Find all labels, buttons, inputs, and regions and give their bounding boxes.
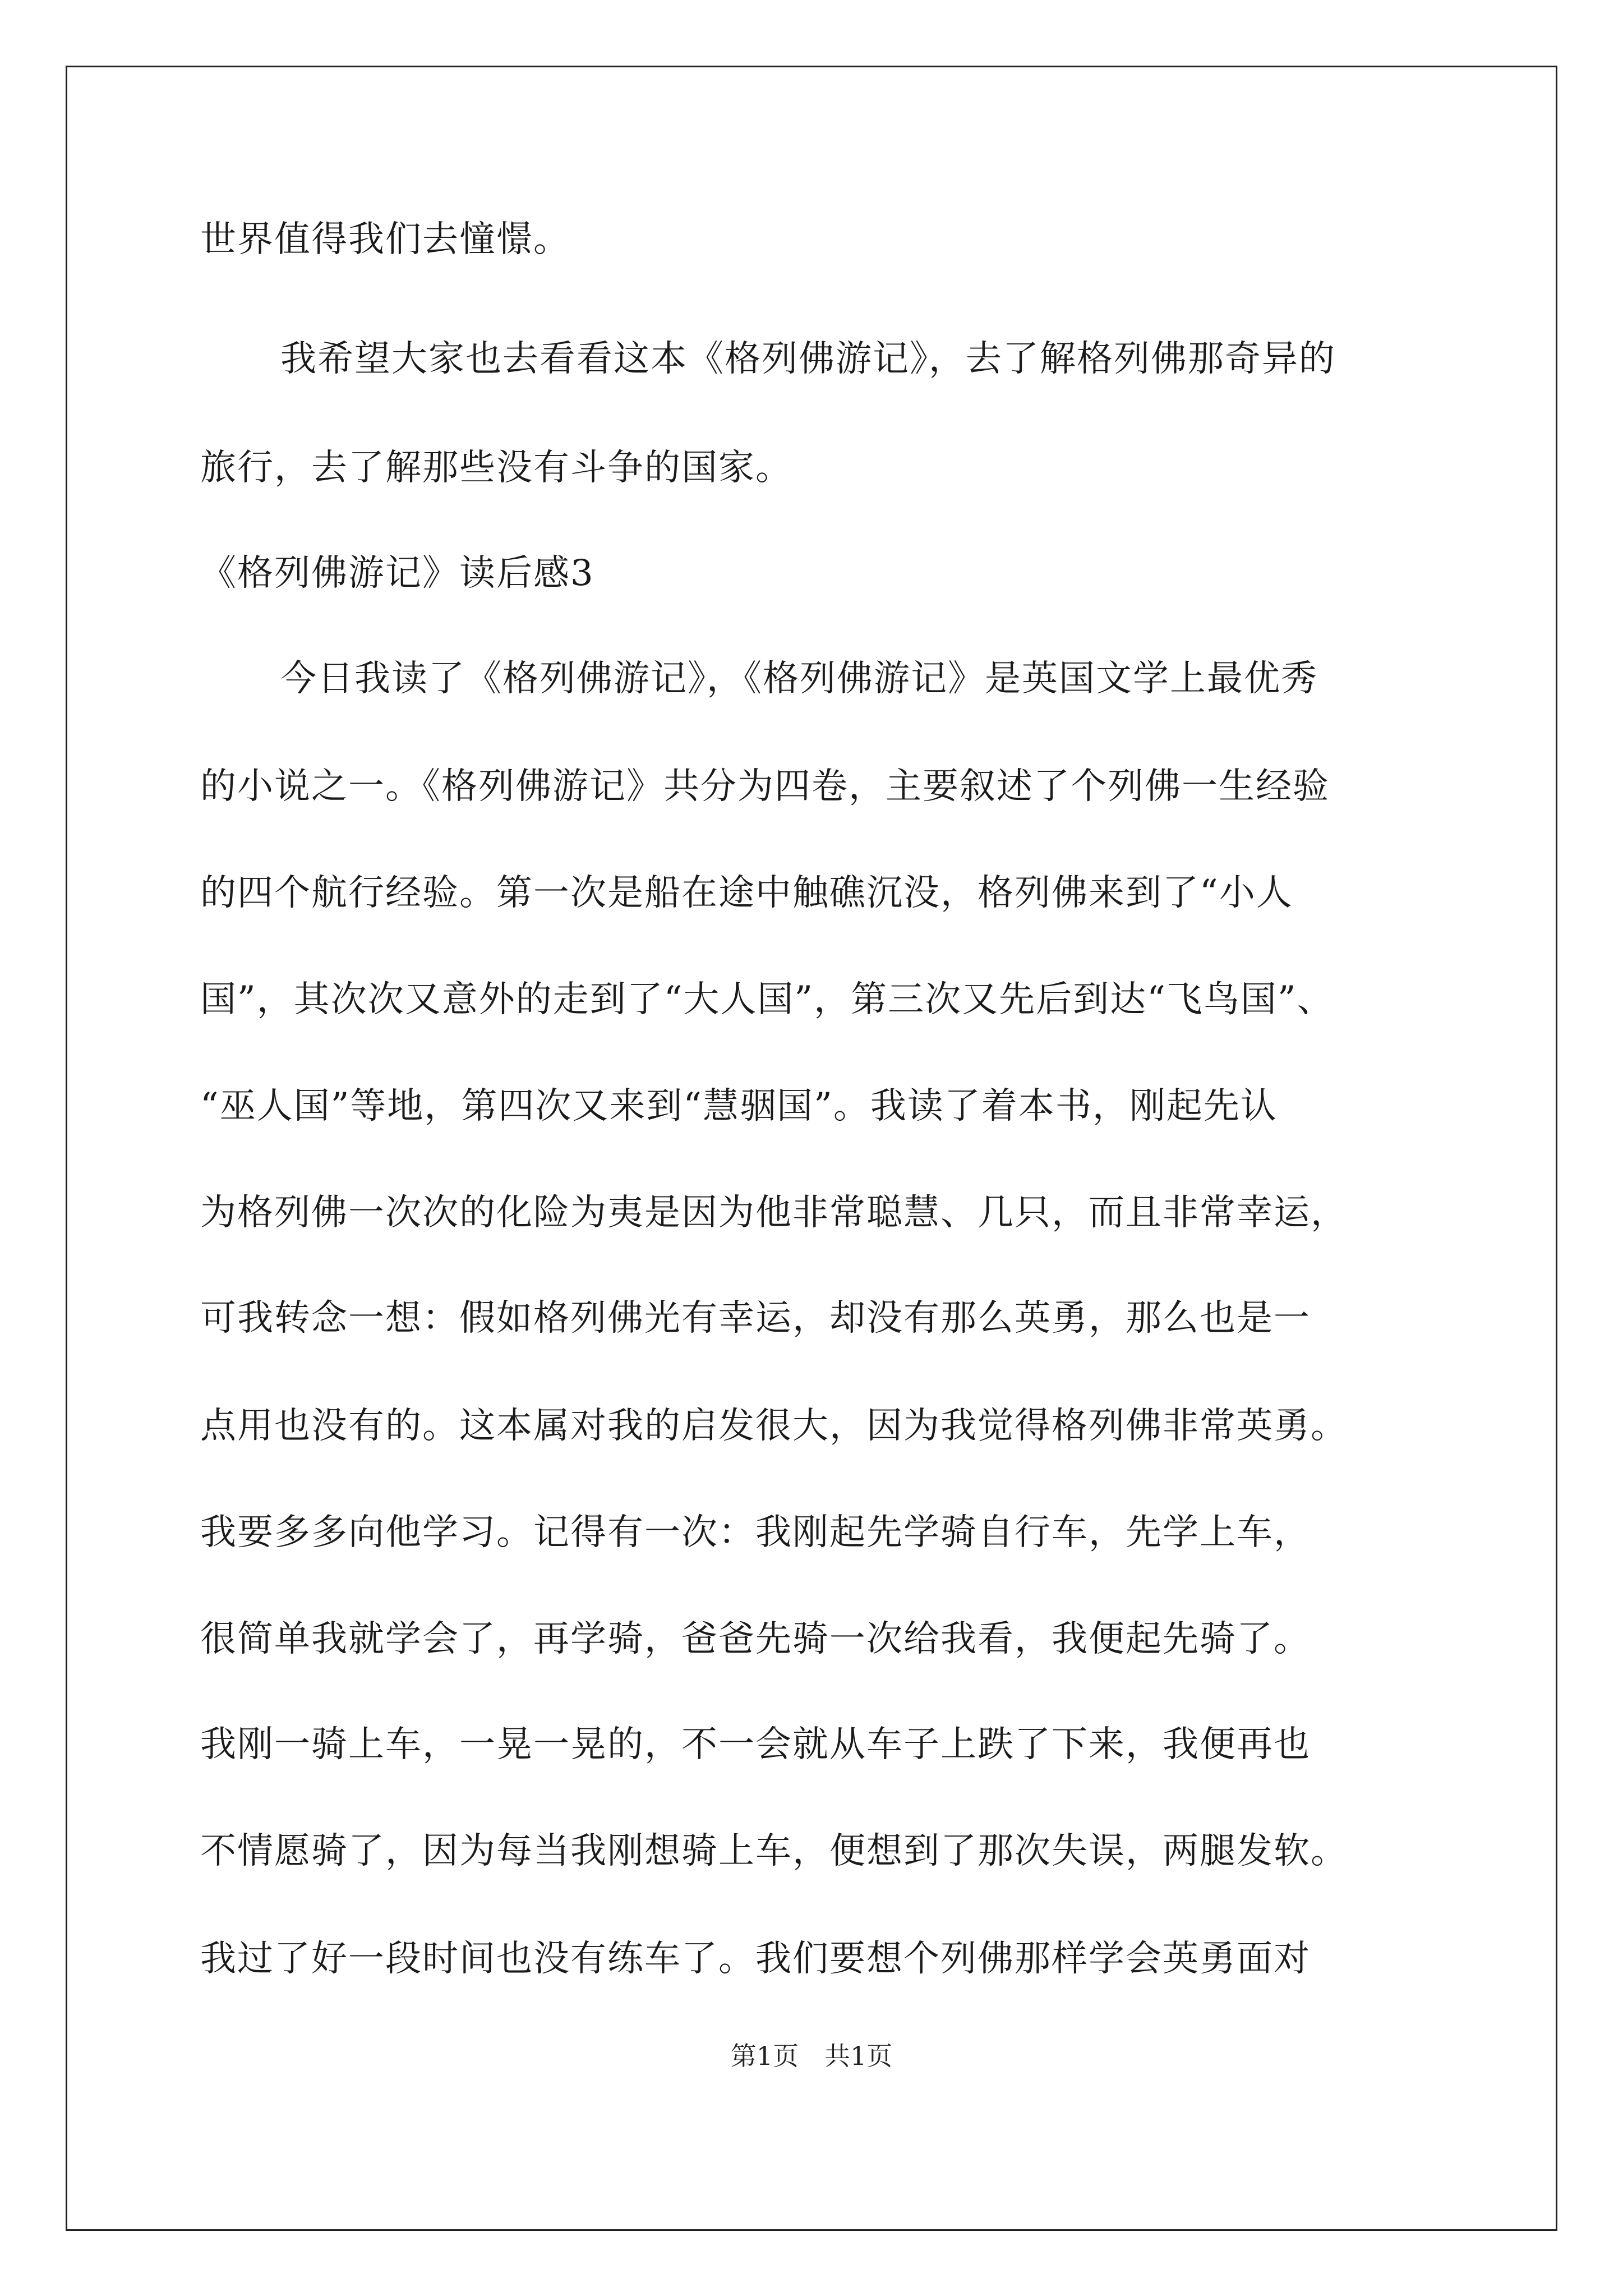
text-line: 可我转念一想：假如格列佛光有幸运，却没有那么英勇，那么也是一 (200, 1297, 1311, 1339)
text-line: 国”，其次次又意外的走到了“大人国”，第三次又先后到达“飞鸟国”、 (200, 979, 1334, 1020)
text-line: “巫人国”等地，第四次又来到“慧骃国”。我读了着本书，刚起先认 (200, 1085, 1278, 1127)
text-line: 的四个航行经验。第一次是船在途中触礁沉没，格列佛来到了“小人 (200, 872, 1293, 914)
text-line: 点用也没有的。这本属对我的启发很大，因为我觉得格列佛非常英勇。 (200, 1405, 1348, 1447)
paragraph-first-line: 我希望大家也去看看这本《格列佛游记》，去了解格列佛那奇异的 (280, 338, 1336, 380)
page-number-footer: 第1页 共1页 (730, 2041, 893, 2071)
text-line: 很简单我就学会了，再学骑，爸爸先骑一次给我看，我便起先骑了。 (200, 1618, 1311, 1660)
text-line: 不情愿骑了，因为每当我刚想骑上车，便想到了那次失误，两腿发软。 (200, 1830, 1348, 1872)
paragraph-first-line: 今日我读了《格列佛游记》，《格列佛游记》是英国文学上最优秀 (280, 658, 1318, 700)
text-line: 我刚一骑上车，一晃一晃的，不一会就从车子上跌了下来，我便再也 (200, 1724, 1311, 1765)
text-line: 的小说之一。《格列佛游记》共分为四卷，主要叙述了个列佛一生经验 (200, 766, 1330, 807)
text-line: 为格列佛一次次的化险为夷是因为他非常聪慧、几只，而且非常幸运， (200, 1192, 1348, 1234)
text-line: 旅行，去了解那些没有斗争的国家。 (200, 447, 792, 489)
text-line: 世界值得我们去憧憬。 (200, 219, 570, 260)
page-border (66, 66, 1557, 2231)
section-heading: 《格列佛游记》读后感3 (200, 553, 594, 594)
text-line: 我要多多向他学习。记得有一次：我刚起先学骑自行车，先学上车， (200, 1512, 1311, 1553)
text-line: 我过了好一段时间也没有练车了。我们要想个列佛那样学会英勇面对 (200, 1938, 1311, 1980)
